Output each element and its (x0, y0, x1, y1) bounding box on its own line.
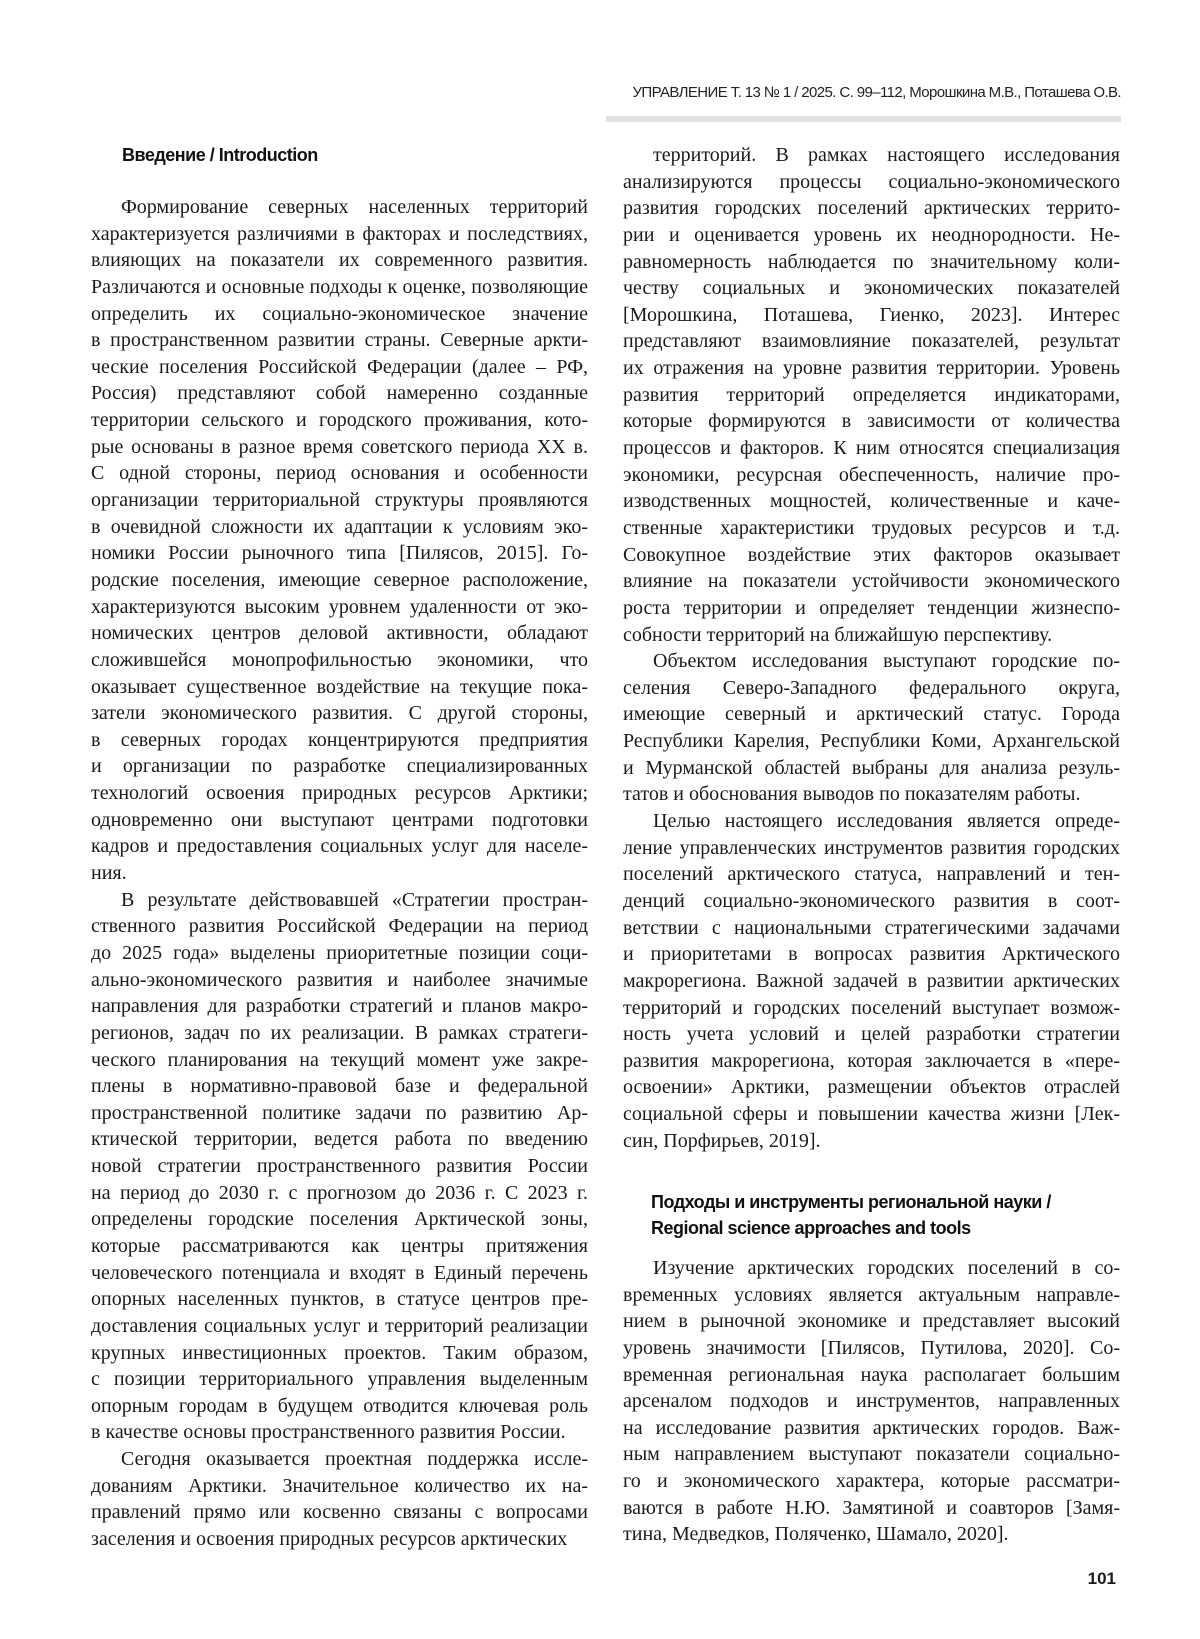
text-line: В результате действовавшей «Стратегии простран- (91, 887, 588, 914)
text-line: С одной стороны, период основания и особенности (91, 460, 588, 487)
text-line: правлений прямо или косвенно связаны с вопросами (91, 1499, 588, 1526)
paragraph (623, 808, 1120, 1154)
text-line: пространственной политике задачи по развитию Ар- (91, 1100, 588, 1127)
text-line: новой стратегии пространственного развития России (91, 1153, 588, 1180)
text-line: развития макрорегиона, которая заключается в «пере- (623, 1048, 1120, 1075)
text-line: Различаются и основные подходы к оценке, позволяющие (91, 274, 588, 301)
text-line: процессов и факторов. К ним относятся специализация (623, 435, 1120, 462)
text-line: ветствии с национальными стратегическими задачами (623, 915, 1120, 942)
text-line: татов и обоснования выводов по показателям работы. (623, 781, 1120, 808)
text-line: оказывает существенное воздействие на текущие пока- (91, 674, 588, 701)
text-line: в северных городах концентрируются предприятия (91, 727, 588, 754)
text-line: в качестве основы пространственного развития России. (91, 1419, 588, 1446)
paragraph (623, 648, 1120, 808)
text-line: представляют взаимовлияние показателей, результат (623, 328, 1120, 355)
text-line: Россия) представляют собой намеренно созданные (91, 380, 588, 407)
text-line: ственные характеристики трудовых ресурсов и т.д. (623, 515, 1120, 542)
text-line: человеческого потенциала и входят в Единый перечень (91, 1260, 588, 1287)
text-line: на период до 2030 г. с прогнозом до 2036 г. С 2023 г. (91, 1180, 588, 1207)
text-line: номики России рыночного типа [Пилясов, 2015]. Го- (91, 540, 588, 567)
page-number: 101 (1088, 1569, 1116, 1589)
text-line: дованиям Арктики. Значительное количество их на- (91, 1473, 588, 1500)
text-line: до 2025 года» выделены приоритетные позиции соци- (91, 940, 588, 967)
text-line: ление управленческих инструментов развития городских (623, 835, 1120, 862)
text-line: Сегодня оказывается проектная поддержка иссле- (91, 1446, 588, 1473)
text-line: территорий и городских поселений выступает возмож- (623, 995, 1120, 1022)
section-heading-line: Regional science approaches and tools (651, 1215, 1051, 1241)
right-column-body (623, 142, 1120, 1154)
text-line: ния. (91, 860, 588, 887)
text-line: направления для разработки стратегий и планов макро- (91, 993, 588, 1020)
text-line: макрорегиона. Важной задачей в развитии арктических (623, 968, 1120, 995)
running-header: УПРАВЛЕНИЕ Т. 13 № 1 / 2025. С. 99–112, Морошкина М.В., Поташева О.В. (633, 84, 1122, 101)
text-line: временных условиях является актуальным направле- (623, 1282, 1120, 1309)
text-line: [Морошкина, Поташева, Гиенко, 2023]. Интерес (623, 302, 1120, 329)
text-line: опорным городам в будущем отводится ключевая роль (91, 1393, 588, 1420)
text-line: доставления социальных услуг и территорий реализации (91, 1313, 588, 1340)
text-line: с позиции территориального управления выделенным (91, 1366, 588, 1393)
paragraph (623, 1255, 1120, 1548)
text-line: собности территорий на ближайшую перспективу. (623, 622, 1120, 649)
text-line: развития территорий определяется индикаторами, (623, 382, 1120, 409)
text-line: анализируются процессы социально-экономического (623, 169, 1120, 196)
paragraph (623, 142, 1120, 648)
text-line: технологий освоения природных ресурсов Арктики; (91, 780, 588, 807)
text-line: ваются в работе Н.Ю. Замятиной и соавторов [Замя- (623, 1495, 1120, 1522)
header-rule (606, 116, 1121, 122)
text-line: денций социально-экономического развития в соот- (623, 888, 1120, 915)
text-line: организации территориальной структуры проявляются (91, 487, 588, 514)
text-line: влияние на показатели устойчивости экономического (623, 568, 1120, 595)
text-line: развития городских поселений арктических террито- (623, 195, 1120, 222)
text-line: ктической территории, ведется работа по введению (91, 1126, 588, 1153)
text-line: их отражения на уровне развития территории. Уровень (623, 355, 1120, 382)
text-line: определить их социально-экономическое значение (91, 301, 588, 328)
right-column-section-body (623, 1255, 1120, 1548)
text-line: социальной сферы и повышении качества жизни [Лек- (623, 1101, 1120, 1128)
text-line: и приоритетами в вопросах развития Арктического (623, 941, 1120, 968)
text-line: поселений арктического статуса, направлений и тен- (623, 861, 1120, 888)
text-line: тина, Медведков, Поляченко, Шамало, 2020]. (623, 1521, 1120, 1548)
text-line: ность учета условий и целей разработки стратегии (623, 1021, 1120, 1048)
text-line: селения Северо-Западного федерального округа, (623, 675, 1120, 702)
text-line: которые рассматриваются как центры притяжения (91, 1233, 588, 1260)
text-line: в пространственном развитии страны. Северные аркти- (91, 327, 588, 354)
paragraph (91, 887, 588, 1446)
text-line: номических центров деловой активности, обладают (91, 620, 588, 647)
text-line: одновременно они выступают центрами подготовки (91, 807, 588, 834)
text-line: в очевидной сложности их адаптации к условиям эко- (91, 514, 588, 541)
text-line: территорий. В рамках настоящего исследования (623, 142, 1120, 169)
text-line: рии и оценивается уровень их неоднородности. Не- (623, 222, 1120, 249)
text-line: уровень значимости [Пилясов, Путилова, 2020]. Со- (623, 1335, 1120, 1362)
text-line: заселения и освоения природных ресурсов арктических (91, 1526, 588, 1553)
text-line: Совокупное воздействие этих факторов оказывает (623, 542, 1120, 569)
text-line: ственного развития Российской Федерации на период (91, 913, 588, 940)
text-line: затели экономического развития. С другой стороны, (91, 700, 588, 727)
text-line: роста территории и определяет тенденции жизнеспо- (623, 595, 1120, 622)
text-line: Целью настоящего исследования является опреде- (623, 808, 1120, 835)
text-line: территории сельского и городского проживания, кото- (91, 407, 588, 434)
text-line: го и экономического характера, которые рассматри- (623, 1468, 1120, 1495)
text-line: изводственных мощностей, количественные и каче- (623, 488, 1120, 515)
text-line: Республики Карелия, Республики Коми, Архангельской (623, 728, 1120, 755)
text-line: Изучение арктических городских поселений в со- (623, 1255, 1120, 1282)
text-line: Формирование северных населенных территорий (91, 194, 588, 221)
section-heading-introduction: Введение / Introduction (122, 142, 318, 168)
text-line: честву социальных и экономических показателей (623, 275, 1120, 302)
paragraph (91, 194, 588, 887)
text-line: ным направлением выступают показатели социально- (623, 1441, 1120, 1468)
text-line: ально-экономического развития и наиболее значимые (91, 967, 588, 994)
text-line: временная региональная наука располагает большим (623, 1362, 1120, 1389)
text-line: кадров и предоставления социальных услуг для населе- (91, 833, 588, 860)
text-line: плены в нормативно-правовой базе и федеральной (91, 1073, 588, 1100)
text-line: регионов, задач по их реализации. В рамках стратеги- (91, 1020, 588, 1047)
text-line: и организации по разработке специализированных (91, 753, 588, 780)
text-line: имеющие северный и арктический статус. Города (623, 701, 1120, 728)
text-line: родские поселения, имеющие северное расположение, (91, 567, 588, 594)
text-line: крупных инвестиционных проектов. Таким образом, (91, 1340, 588, 1367)
section-heading-approaches (651, 1189, 1051, 1241)
text-line: рые основаны в разное время советского периода XX в. (91, 434, 588, 461)
text-line: на исследование развития арктических городов. Важ- (623, 1415, 1120, 1442)
text-line: сложившейся монопрофильностью экономики, что (91, 647, 588, 674)
text-line: экономики, ресурсная обеспеченность, наличие про- (623, 462, 1120, 489)
text-line: опорных населенных пунктов, в статусе центров пре- (91, 1286, 588, 1313)
text-line: равномерность наблюдается по значительному коли- (623, 249, 1120, 276)
text-line: характеризуются высоким уровнем удаленности от эко- (91, 594, 588, 621)
text-line: ческого планирования на текущий момент уже закре- (91, 1047, 588, 1074)
section-heading-line: Подходы и инструменты региональной науки / (651, 1189, 1051, 1215)
text-line: освоении» Арктики, размещении объектов отраслей (623, 1074, 1120, 1101)
text-line: которые формируются в зависимости от количества (623, 408, 1120, 435)
text-line: арсеналом подходов и инструментов, направленных (623, 1388, 1120, 1415)
text-line: определены городские поселения Арктической зоны, (91, 1206, 588, 1233)
text-line: нием в рыночной экономике и представляет высокий (623, 1308, 1120, 1335)
text-line: Объектом исследования выступают городские по- (623, 648, 1120, 675)
text-line: характеризуется различиями в факторах и последствиях, (91, 221, 588, 248)
left-column-body (91, 194, 588, 1553)
text-line: влияющих на показатели их современного развития. (91, 247, 588, 274)
paragraph (91, 1446, 588, 1553)
text-line: ческие поселения Российской Федерации (далее – РФ, (91, 354, 588, 381)
text-line: и Мурманской областей выбраны для анализа резуль- (623, 755, 1120, 782)
text-line: син, Порфирьев, 2019]. (623, 1128, 1120, 1155)
